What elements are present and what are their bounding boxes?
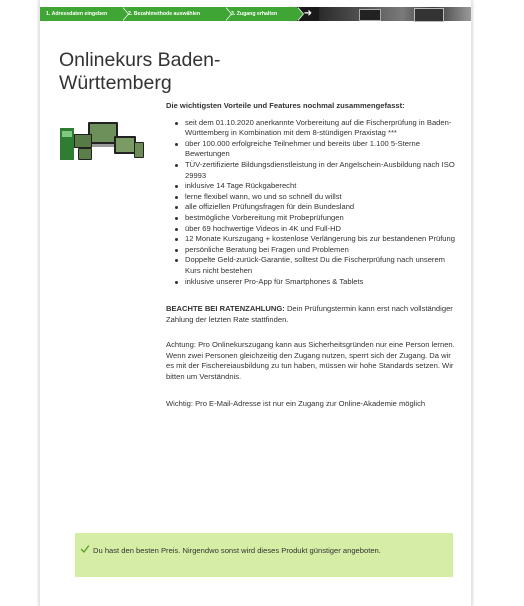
step-payment [122, 7, 225, 21]
step-address-label: 1. Adressdaten eingeben [46, 11, 108, 17]
feature-item: über 100.000 erfolgreiche Teilnehmer und bereits über 1.100 5-Sterne Bewertungen [185, 139, 456, 160]
step-access-label: 3. Zugang erhalten [231, 11, 278, 17]
feature-item: inklusive 14 Tage Rückgaberecht [185, 181, 456, 192]
feature-item: Doppelte Geld-zurück-Garantie, solltest Du die Fischerprüfung nach unserem Kurs nicht bestehen [185, 255, 456, 276]
features-intro: Die wichtigsten Vorteile und Features nochmal zusammengefasst: [166, 101, 405, 110]
arrow-right-icon: ➜ [297, 7, 319, 21]
feature-item: über 69 hochwertige Videos in 4K und Full-HD [185, 224, 456, 235]
achtung-note: Achtung: Pro Onlinekurszugang kann aus Sicherheitsgründen nur eine Person lernen. Wenn zwei Personen gleichzeitig den Zugang nutzen, sperrt sich der Zugang. Da wir es mit der Fischereiausbildung zu tun haben, müssen wir hohe Standards setzen. Wir bitten um Verständnis. [166, 340, 455, 382]
banner-image [319, 7, 471, 21]
feature-item: bestmögliche Vorbereitung mit Probeprüfungen [185, 213, 456, 224]
title-line-2: Württemberg [59, 72, 172, 94]
feature-item: persönliche Beratung bei Fragen und Problemen [185, 245, 456, 256]
features-list [166, 118, 456, 288]
checkout-progress-bar [40, 7, 471, 21]
step-payment-label: 2. Bezahlmethode auswählen [128, 11, 201, 17]
product-image [60, 118, 146, 164]
main-content [166, 101, 456, 409]
step-access [225, 7, 297, 21]
step-address [40, 7, 122, 21]
feature-item: alle offiziellen Prüfungsfragen für dein Bundesland [185, 202, 456, 213]
ratenzahlung-note [166, 304, 456, 325]
ratenzahlung-text: Dein Prüfungstermin kann erst nach vollständiger Zahlung der letzten Rate stattfinden. [166, 304, 453, 324]
feature-item: TÜV-zertifizierte Bildungsdienstleistung in der Angelschein-Ausbildung nach ISO 29993 [185, 159, 455, 180]
ratenzahlung-label: BEACHTE BEI RATENZAHLUNG: [166, 304, 285, 314]
wichtig-note: Wichtig: Pro E-Mail-Adresse ist nur ein Zugang zur Online-Akademie möglich [166, 398, 426, 408]
best-price-text: Du hast den besten Preis. Nirgendwo sonst wird dieses Produkt günstiger angeboten. [93, 546, 381, 555]
feature-item: 12 Monate Kurszugang + kostenlose Verlängerung bis zur bestandenen Prüfung [185, 234, 455, 244]
feature-item: lerne flexibel wann, wo und so schnell du willst [185, 192, 456, 203]
check-icon [80, 544, 90, 554]
feature-item: seit dem 01.10.2020 anerkannte Vorbereitung auf die Fischerprüfung in Baden-Württemberg in Kombination mit dem 8-stündigen Praxistag *** [185, 118, 456, 139]
title-line-1: Onlinekurs Baden- [59, 49, 221, 71]
feature-item: inklusive unserer Pro-App für Smartphones & Tablets [185, 277, 456, 288]
best-price-notice [75, 533, 453, 577]
page-title [59, 49, 359, 95]
